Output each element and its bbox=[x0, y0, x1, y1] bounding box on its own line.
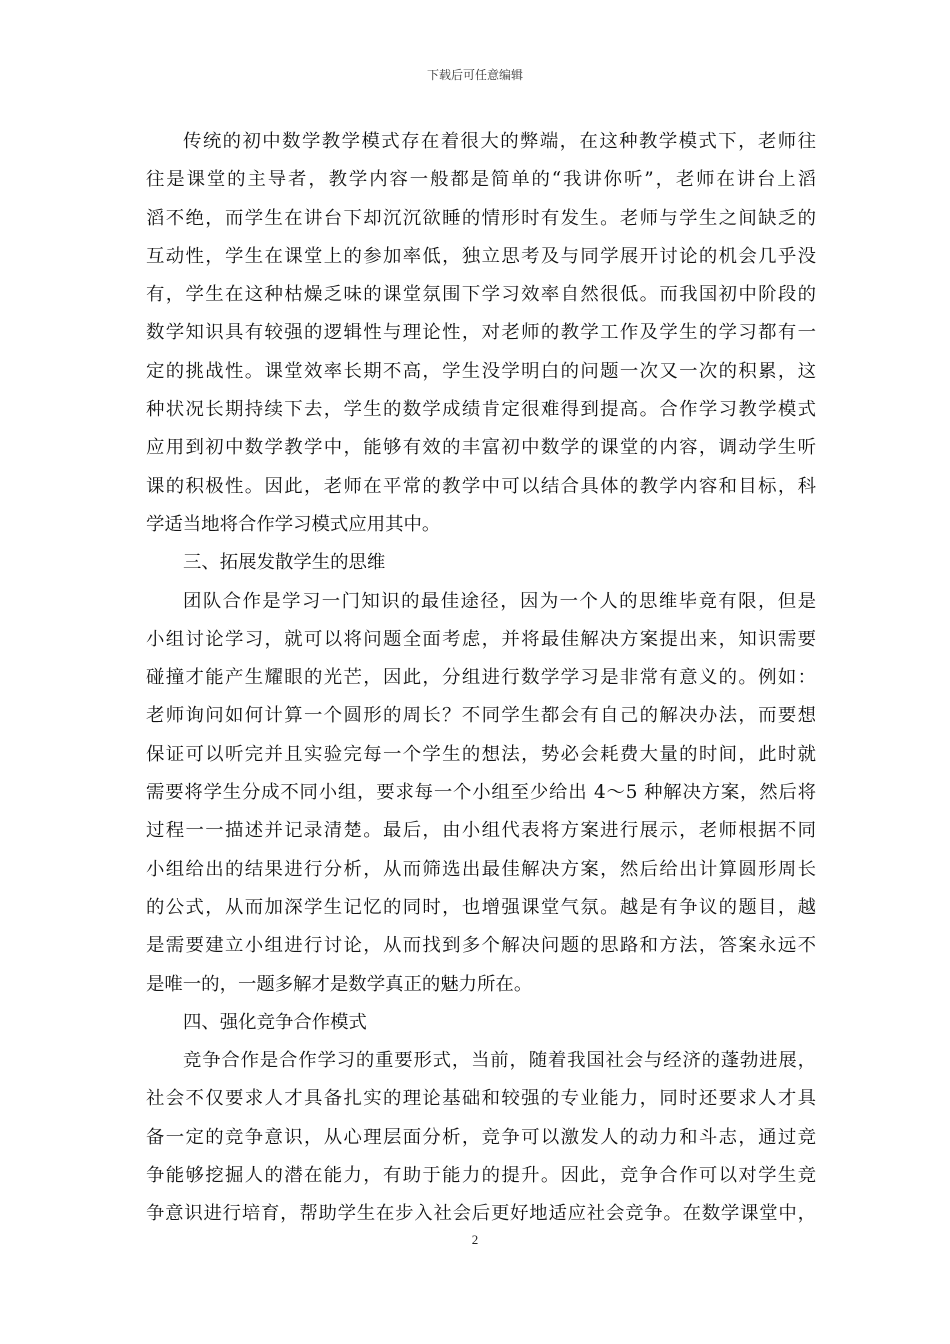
paragraph bbox=[146, 1042, 816, 1233]
paragraph-line: 碰撞才能产生耀眼的光芒，因此，分组进行数学学习是非常有意义的。例如： bbox=[146, 667, 816, 689]
paragraph-line: 保证可以听完并且实验完每一个学生的想法，势必会耗费大量的时间，此时就 bbox=[146, 743, 816, 765]
paragraph-line: 是需要建立小组进行讨论，从而找到多个解决问题的思路和方法，答案永远不 bbox=[146, 935, 816, 957]
paragraph-line: 争意识进行培育，帮助学生在步入社会后更好地适应社会竞争。在数学课堂中， bbox=[146, 1203, 816, 1225]
section-heading bbox=[146, 1004, 816, 1042]
paragraph-line: 争能够挖掘人的潜在能力，有助于能力的提升。因此，竞争合作可以对学生竞 bbox=[146, 1165, 816, 1187]
heading-text: 四、强化竞争合作模式 bbox=[183, 1011, 367, 1033]
document-body bbox=[146, 123, 816, 1234]
paragraph-line: 小组给出的结果进行分析，从而筛选出最佳解决方案，然后给出计算圆形周长 bbox=[146, 858, 816, 880]
paragraph-line: 滔不绝，而学生在讲台下却沉沉欲睡的情形时有发生。老师与学生之间缺乏的 bbox=[146, 207, 816, 229]
paragraph-line: 定的挑战性。课堂效率长期不高，学生没学明白的问题一次又一次的积累，这 bbox=[146, 360, 816, 382]
paragraph-line: 数学知识具有较强的逻辑性与理论性，对老师的教学工作及学生的学习都有一 bbox=[146, 322, 816, 344]
section-heading bbox=[146, 544, 816, 582]
paragraph-line: 需要将学生分成不同小组，要求每一个小组至少给出 4～5 种解决方案，然后将 bbox=[146, 782, 816, 804]
paragraph-line: 竞争合作是合作学习的重要形式，当前，随着我国社会与经济的蓬勃进展， bbox=[183, 1050, 816, 1072]
paragraph-line: 老师询问如何计算一个圆形的周长？不同学生都会有自己的解决办法，而要想 bbox=[146, 705, 816, 727]
page-header: 下载后可任意编辑 bbox=[426, 68, 523, 82]
paragraph-line: 社会不仅要求人才具备扎实的理论基础和较强的专业能力，同时还要求人才具 bbox=[146, 1088, 816, 1110]
paragraph-line: 小组讨论学习，就可以将问题全面考虑，并将最佳解决方案提出来，知识需要 bbox=[146, 628, 816, 650]
paragraph-line: 往是课堂的主导者，教学内容一般都是简单的“我讲你听”，老师在讲台上滔 bbox=[146, 169, 816, 191]
paragraph-line: 是唯一的，一题多解才是数学真正的魅力所在。 bbox=[146, 973, 533, 995]
paragraph bbox=[146, 123, 816, 544]
paragraph-line: 课的积极性。因此，老师在平常的教学中可以结合具体的教学内容和目标，科 bbox=[146, 475, 816, 497]
page-number: 2 bbox=[471, 1232, 479, 1247]
paragraph-line: 应用到初中数学教学中，能够有效的丰富初中数学的课堂的内容，调动学生听 bbox=[146, 437, 816, 459]
paragraph-line: 种状况长期持续下去，学生的数学成绩肯定很难得到提高。合作学习教学模式 bbox=[146, 399, 816, 421]
paragraph-line: 过程一一描述并记录清楚。最后，由小组代表将方案进行展示，老师根据不同 bbox=[146, 820, 816, 842]
paragraph-line: 备一定的竞争意识，从心理层面分析，竞争可以激发人的动力和斗志，通过竞 bbox=[146, 1126, 816, 1148]
paragraph-line: 有，学生在这种枯燥乏味的课堂氛围下学习效率自然很低。而我国初中阶段的 bbox=[146, 284, 816, 306]
paragraph-line: 互动性，学生在课堂上的参加率低，独立思考及与同学展开讨论的机会几乎没 bbox=[146, 245, 816, 267]
heading-text: 三、拓展发散学生的思维 bbox=[183, 552, 386, 574]
paragraph bbox=[146, 583, 816, 1004]
paragraph-line: 传统的初中数学教学模式存在着很大的弊端，在这种教学模式下，老师往 bbox=[183, 131, 816, 152]
paragraph-line: 学适当地将合作学习模式应用其中。 bbox=[146, 513, 441, 535]
paragraph-line: 的公式，从而加深学生记忆的同时，也增强课堂气氛。越是有争议的题目，越 bbox=[146, 896, 816, 918]
paragraph-line: 团队合作是学习一门知识的最佳途径，因为一个人的思维毕竟有限，但是 bbox=[183, 590, 816, 612]
